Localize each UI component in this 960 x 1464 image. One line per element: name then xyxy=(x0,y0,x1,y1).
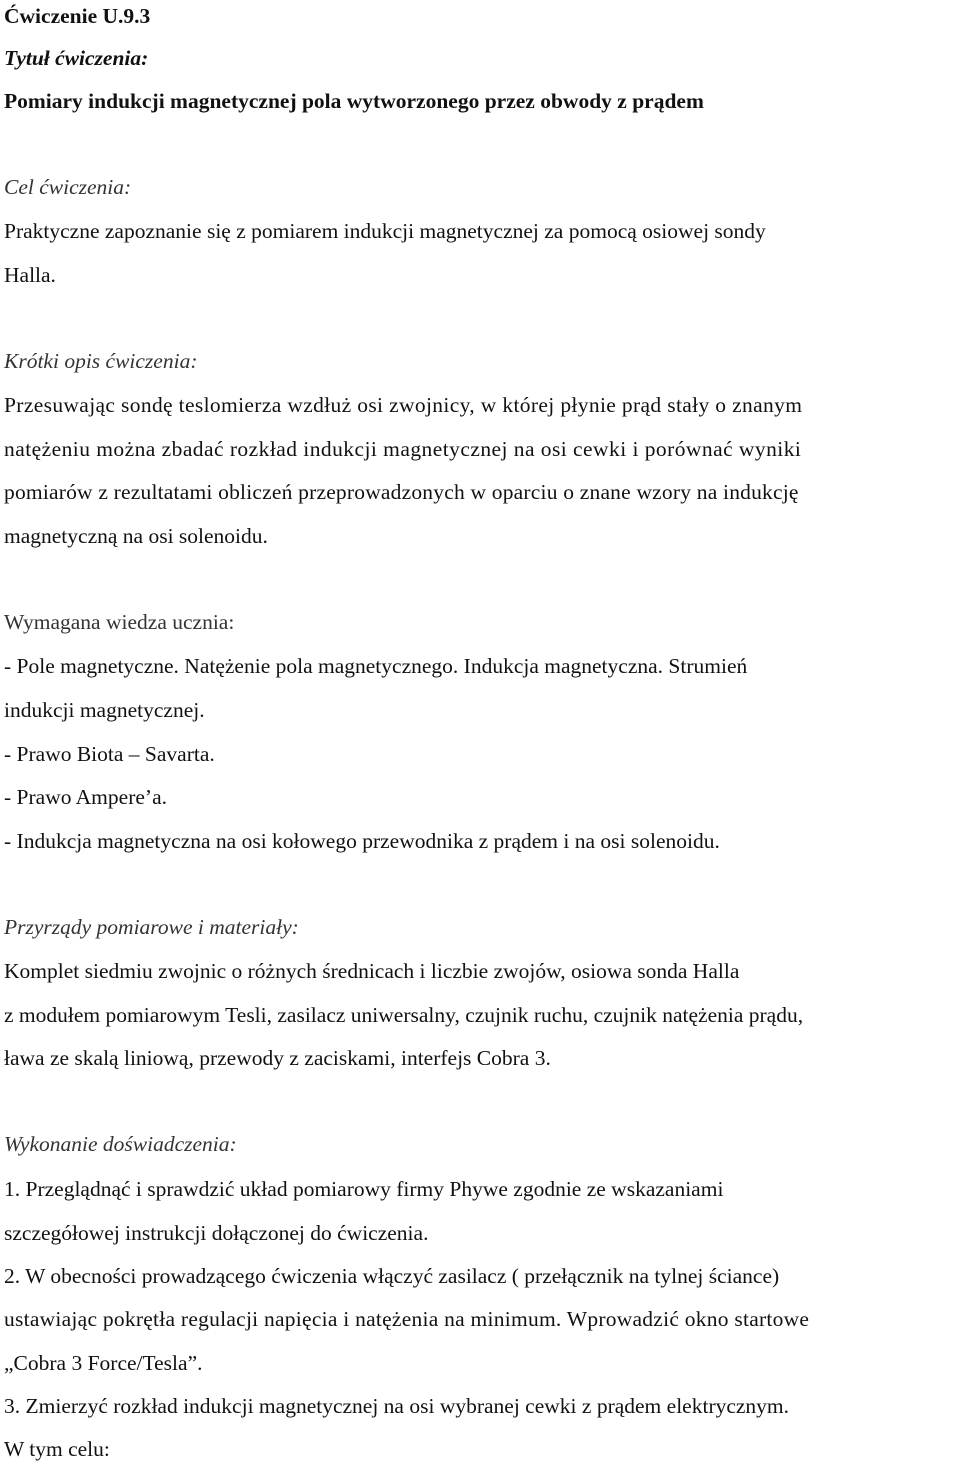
procedure-line-3: 2. W obecności prowadzącego ćwiczenia włączyć zasilacz ( przełącznik na tylnej ściance) xyxy=(4,1264,780,1288)
procedure-line-1: 1. Przeglądnąć i sprawdzić układ pomiarowy firmy Phywe zgodnie ze wskazaniami xyxy=(4,1177,724,1201)
knowledge-line-1: - Pole magnetyczne. Natężenie pola magnetycznego. Indukcja magnetyczna. Strumień xyxy=(4,654,748,678)
goal-line-2: Halla. xyxy=(4,263,56,287)
procedure-line-5: „Cobra 3 Force/Tesla”. xyxy=(4,1351,203,1375)
knowledge-heading: Wymagana wiedza ucznia: xyxy=(4,610,235,634)
title-heading: Tytuł ćwiczenia: xyxy=(4,46,149,70)
goal-text-1: Praktyczne zapoznanie się z pomiarem indukcji magnetycznej za pomocą osiowej sondy xyxy=(4,219,766,243)
equipment-heading: Przyrządy pomiarowe i materiały: xyxy=(4,915,299,939)
goal-heading: Cel ćwiczenia: xyxy=(4,175,132,199)
description-line-2: natężeniu można zbadać rozkład indukcji magnetycznej na osi cewki i porównać wyniki xyxy=(4,437,802,461)
procedure-heading: Wykonanie doświadczenia: xyxy=(4,1132,237,1156)
description-line-3: pomiarów z rezultatami obliczeń przeprowadzonych w oparciu o znane wzory na indukcję xyxy=(4,480,799,504)
knowledge-line-2: indukcji magnetycznej. xyxy=(4,698,205,722)
procedure-line-6: 3. Zmierzyć rozkład indukcji magnetycznej na osi wybranej cewki z prądem elektrycznym. xyxy=(4,1394,790,1418)
equipment-line-2: z modułem pomiarowym Tesli, zasilacz uniwersalny, czujnik ruchu, czujnik natężenia prądu, xyxy=(4,1003,804,1027)
procedure-line-7: W tym celu: xyxy=(4,1437,110,1461)
goal-line-1 xyxy=(4,218,956,245)
knowledge-line-4: - Prawo Ampere’a. xyxy=(4,785,167,809)
description-line-1: Przesuwając sondę teslomierza wzdłuż osi zwojnicy, w której płynie prąd stały o znanym xyxy=(4,393,803,417)
procedure-line-4: ustawiając pokrętła regulacji napięcia i natężenia na minimum. Wprowadzić okno startowe xyxy=(4,1307,810,1331)
exercise-title: Pomiary indukcji magnetycznej pola wytworzonego przez obwody z prądem xyxy=(4,89,704,113)
knowledge-line-5: - Indukcja magnetyczna na osi kołowego przewodnika z prądem i na osi solenoidu. xyxy=(4,829,720,853)
description-line-4: magnetyczną na osi solenoidu. xyxy=(4,524,268,548)
equipment-line-1: Komplet siedmiu zwojnic o różnych średnicach i liczbie zwojów, osiowa sonda Halla xyxy=(4,959,740,983)
equipment-line-3: ława ze skalą liniową, przewody z zaciskami, interfejs Cobra 3. xyxy=(4,1046,551,1070)
exercise-number: Ćwiczenie U.9.3 xyxy=(4,4,151,28)
knowledge-line-3: - Prawo Biota – Savarta. xyxy=(4,742,215,766)
procedure-line-2: szczegółowej instrukcji dołączonej do ćwiczenia. xyxy=(4,1221,429,1245)
description-heading: Krótki opis ćwiczenia: xyxy=(4,349,198,373)
